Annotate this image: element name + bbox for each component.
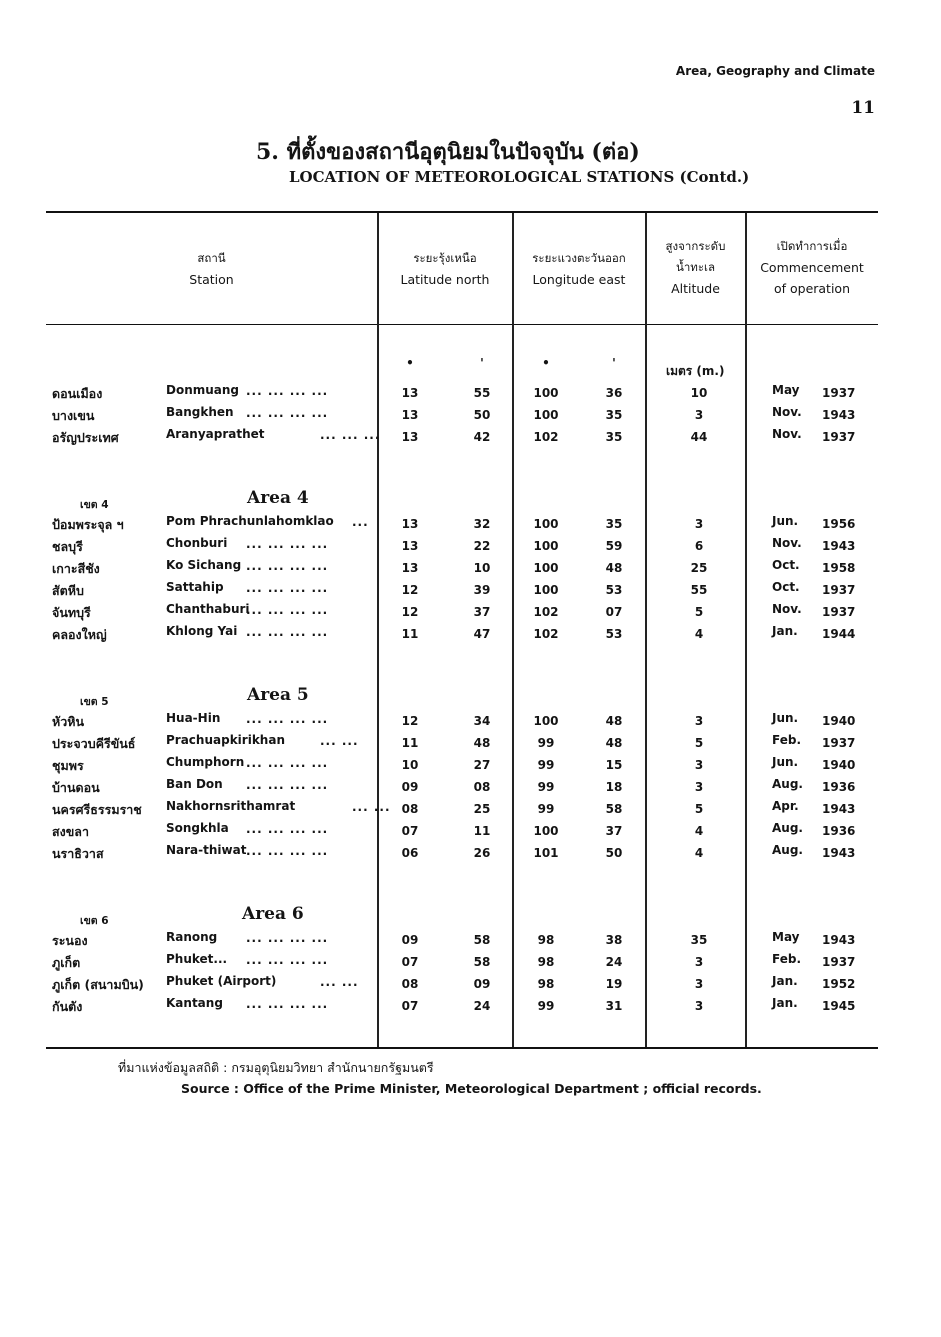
area-label-english: Area 5 [247, 685, 309, 705]
table-title-english: LOCATION OF METEOROLOGICAL STATIONS (Contd.) [289, 168, 750, 186]
commencement-header-english-2: of operation [773, 281, 851, 296]
altitude-header-thai-2: น้ำทะเล [675, 260, 716, 274]
latitude-minutes: 09 [473, 977, 491, 991]
commencement-year: 1937 [822, 386, 856, 400]
area-label-english: Area 4 [247, 488, 309, 508]
commencement-month: Aug. [772, 777, 803, 791]
latitude-minutes: 32 [473, 517, 491, 531]
latitude-minutes: 39 [473, 583, 491, 597]
latitude-minutes: 58 [473, 955, 491, 969]
commencement-year: 1937 [822, 955, 856, 969]
latitude-degrees: 13 [401, 408, 419, 422]
latitude-minutes: 10 [473, 561, 491, 575]
area-label-thai: เขต 4 [80, 499, 109, 511]
commencement-year: 1937 [822, 605, 856, 619]
altitude-value: 3 [694, 977, 704, 991]
station-name-thai: ภูเก็ต (สนามบิน) [52, 977, 144, 992]
commencement-header-english-1: Commencement [760, 260, 864, 275]
column-divider-altitude [745, 213, 747, 1047]
commencement-year: 1940 [822, 758, 856, 772]
longitude-minutes: 07 [605, 605, 623, 619]
longitude-minutes: 50 [605, 846, 623, 860]
longitude-degrees: 98 [537, 977, 555, 991]
leader-dots: ... ... ... ... [246, 603, 329, 617]
latitude-minutes: 08 [473, 780, 491, 794]
commencement-month: Nov. [772, 536, 802, 550]
leader-dots: ... ... [320, 975, 359, 989]
station-name: Ranong [166, 930, 218, 944]
station-header-thai: สถานี [197, 251, 226, 265]
latitude-degrees: 09 [401, 933, 419, 947]
longitude-minutes: 58 [605, 802, 623, 816]
commencement-year: 1945 [822, 999, 856, 1013]
commencement-month: Feb. [772, 952, 801, 966]
altitude-unit: เมตร (m.) [666, 364, 725, 378]
longitude-minutes: 59 [605, 539, 623, 553]
longitude-minutes: 35 [605, 517, 623, 531]
altitude-value: 4 [694, 627, 704, 641]
station-name: Chumphorn [166, 755, 245, 769]
commencement-year: 1944 [822, 627, 856, 641]
longitude-minutes: 53 [605, 627, 623, 641]
altitude-value: 5 [694, 736, 704, 750]
latitude-degree-marker: • [406, 356, 414, 370]
commencement-month: Aug. [772, 843, 803, 857]
latitude-minutes: 25 [473, 802, 491, 816]
commencement-month: Apr. [772, 799, 799, 813]
longitude-minutes: 37 [605, 824, 623, 838]
longitude-degrees: 102 [533, 627, 559, 641]
altitude-value: 10 [690, 386, 708, 400]
altitude-value: 5 [694, 605, 704, 619]
station-name-thai: จันทบุรี [52, 605, 91, 620]
source-note-thai: ที่มาแห่งข้อมูลสถิติ : กรมอุตุนิยมวิทยา สำนักนายกรัฐมนตรี [118, 1060, 434, 1075]
table-top-rule [46, 211, 878, 213]
latitude-degrees: 13 [401, 430, 419, 444]
longitude-minutes: 53 [605, 583, 623, 597]
leader-dots: ... ... ... ... [246, 997, 329, 1011]
table-title-thai: 5. ที่ตั้งของสถานีอุตุนิยมในปัจจุบัน (ต่อ) [256, 139, 640, 165]
latitude-minutes: 50 [473, 408, 491, 422]
longitude-degrees: 100 [533, 539, 559, 553]
commencement-month: Oct. [772, 580, 800, 594]
commencement-year: 1943 [822, 539, 856, 553]
column-header-latitude [378, 248, 512, 290]
latitude-minutes: 22 [473, 539, 491, 553]
latitude-minute-marker: ' [480, 356, 484, 370]
commencement-month: Jan. [772, 624, 798, 638]
commencement-header-thai: เปิดทำการเมื่อ [776, 239, 848, 253]
latitude-degrees: 06 [401, 846, 419, 860]
latitude-degrees: 08 [401, 802, 419, 816]
station-name-thai: บางเขน [52, 408, 95, 423]
table-bottom-rule [46, 1047, 878, 1049]
latitude-degrees: 07 [401, 824, 419, 838]
station-name: Kantang [166, 996, 223, 1010]
leader-dots: ... ... ... ... [246, 844, 329, 858]
commencement-month: Jun. [772, 755, 799, 769]
commencement-year: 1943 [822, 933, 856, 947]
column-divider-station [377, 213, 379, 1047]
station-name: Khlong Yai [166, 624, 238, 638]
leader-dots: ... [352, 515, 369, 529]
area-label-thai: เขต 5 [80, 696, 109, 708]
longitude-degrees: 99 [537, 802, 555, 816]
commencement-year: 1956 [822, 517, 856, 531]
altitude-value: 4 [694, 824, 704, 838]
commencement-month: Nov. [772, 602, 802, 616]
longitude-degrees: 100 [533, 386, 559, 400]
longitude-minutes: 48 [605, 561, 623, 575]
altitude-value: 4 [694, 846, 704, 860]
longitude-degrees: 99 [537, 780, 555, 794]
altitude-header-thai-1: สูงจากระดับ [665, 239, 726, 253]
station-name: Nara-thiwat [166, 843, 247, 857]
latitude-header-thai: ระยะรุ้งเหนือ [413, 251, 477, 265]
leader-dots: ... ... ... ... [246, 778, 329, 792]
longitude-header-english: Longitude east [532, 272, 626, 287]
station-name: Aranyaprathet [166, 427, 265, 441]
station-name-thai: คลองใหญ่ [52, 627, 107, 642]
commencement-month: Nov. [772, 405, 802, 419]
latitude-minutes: 47 [473, 627, 491, 641]
leader-dots: ... ... [320, 734, 359, 748]
source-note-english: Source : Office of the Prime Minister, Meteorological Department ; official records. [181, 1081, 762, 1096]
commencement-year: 1943 [822, 802, 856, 816]
latitude-degrees: 12 [401, 714, 419, 728]
commencement-month: May [772, 930, 800, 944]
station-name: Chanthaburi [166, 602, 250, 616]
station-header-english: Station [189, 272, 234, 287]
leader-dots: ... ... ... ... [246, 625, 329, 639]
longitude-degrees: 100 [533, 517, 559, 531]
latitude-degrees: 09 [401, 780, 419, 794]
latitude-minutes: 37 [473, 605, 491, 619]
station-name-thai: ระนอง [52, 933, 88, 948]
longitude-minutes: 38 [605, 933, 623, 947]
longitude-minutes: 48 [605, 714, 623, 728]
latitude-minutes: 11 [473, 824, 491, 838]
station-name-thai: นราธิวาส [52, 846, 104, 861]
station-name-thai: ชลบุรี [52, 539, 83, 554]
latitude-degrees: 13 [401, 561, 419, 575]
page-number: 11 [851, 98, 875, 118]
area-label-english: Area 6 [242, 904, 304, 924]
station-name: Hua-Hin [166, 711, 221, 725]
column-header-commencement [746, 236, 878, 299]
commencement-month: Oct. [772, 558, 800, 572]
longitude-minutes: 35 [605, 430, 623, 444]
longitude-degrees: 101 [533, 846, 559, 860]
longitude-degrees: 102 [533, 430, 559, 444]
station-name: Sattahip [166, 580, 224, 594]
latitude-minutes: 58 [473, 933, 491, 947]
commencement-month: Nov. [772, 427, 802, 441]
altitude-value: 35 [690, 933, 708, 947]
altitude-value: 5 [694, 802, 704, 816]
latitude-degrees: 07 [401, 999, 419, 1013]
longitude-minute-marker: ' [612, 356, 616, 370]
column-divider-latitude [512, 213, 514, 1047]
latitude-minutes: 27 [473, 758, 491, 772]
commencement-month: Feb. [772, 733, 801, 747]
station-name-thai: ป้อมพระจุล ฯ [52, 517, 124, 532]
longitude-degrees: 102 [533, 605, 559, 619]
latitude-minutes: 55 [473, 386, 491, 400]
column-header-longitude [513, 248, 645, 290]
commencement-year: 1936 [822, 780, 856, 794]
altitude-value: 3 [694, 955, 704, 969]
altitude-value: 3 [694, 517, 704, 531]
latitude-degrees: 13 [401, 539, 419, 553]
station-name-thai: นครศรีธรรมราช [52, 802, 142, 817]
commencement-month: Jun. [772, 711, 799, 725]
column-header-altitude [646, 236, 745, 299]
altitude-value: 3 [694, 408, 704, 422]
commencement-month: Jun. [772, 514, 799, 528]
commencement-month: May [772, 383, 800, 397]
altitude-value: 6 [694, 539, 704, 553]
station-name: Bangkhen [166, 405, 234, 419]
station-name-thai: ชุมพร [52, 758, 84, 773]
latitude-minutes: 26 [473, 846, 491, 860]
leader-dots: ... ... ... ... [246, 822, 329, 836]
latitude-minutes: 42 [473, 430, 491, 444]
leader-dots: ... ... ... ... [246, 712, 329, 726]
longitude-header-thai: ระยะแวงตะวันออก [532, 251, 626, 265]
longitude-minutes: 15 [605, 758, 623, 772]
header-bottom-rule [46, 324, 878, 325]
station-name: Phuket (Airport) [166, 974, 277, 988]
altitude-header-english: Altitude [671, 281, 720, 296]
section-header: Area, Geography and Climate [675, 64, 875, 78]
station-name: Prachuapkirikhan [166, 733, 285, 747]
column-header-station [46, 248, 377, 290]
longitude-degrees: 99 [537, 736, 555, 750]
station-name-thai: หัวหิน [52, 714, 85, 729]
longitude-degrees: 100 [533, 714, 559, 728]
altitude-value: 3 [694, 780, 704, 794]
commencement-year: 1940 [822, 714, 856, 728]
longitude-minutes: 36 [605, 386, 623, 400]
latitude-degrees: 11 [401, 736, 419, 750]
longitude-minutes: 48 [605, 736, 623, 750]
commencement-year: 1936 [822, 824, 856, 838]
longitude-degrees: 98 [537, 955, 555, 969]
latitude-degrees: 12 [401, 583, 419, 597]
latitude-minutes: 48 [473, 736, 491, 750]
leader-dots: ... ... ... ... [246, 581, 329, 595]
station-name-thai: ประจวบคีรีขันธ์ [52, 736, 136, 751]
commencement-month: Jan. [772, 974, 798, 988]
commencement-year: 1943 [822, 846, 856, 860]
commencement-year: 1952 [822, 977, 856, 991]
commencement-year: 1943 [822, 408, 856, 422]
station-name: Donmuang [166, 383, 240, 397]
latitude-degrees: 13 [401, 386, 419, 400]
station-name: Phuket... [166, 952, 228, 966]
longitude-minutes: 35 [605, 408, 623, 422]
station-name-thai: สัตหีบ [52, 583, 84, 598]
longitude-minutes: 31 [605, 999, 623, 1013]
station-name: Chonburi [166, 536, 228, 550]
station-name-thai: บ้านดอน [52, 780, 100, 795]
longitude-minutes: 19 [605, 977, 623, 991]
station-name: Ko Sichang [166, 558, 242, 572]
station-name: Ban Don [166, 777, 223, 791]
leader-dots: ... ... ... ... [246, 756, 329, 770]
latitude-degrees: 13 [401, 517, 419, 531]
station-name: Songkhla [166, 821, 229, 835]
latitude-minutes: 34 [473, 714, 491, 728]
station-name-thai: ภูเก็ต [52, 955, 81, 970]
latitude-degrees: 08 [401, 977, 419, 991]
station-name: Nakhornsrithamrat [166, 799, 296, 813]
longitude-degrees: 100 [533, 824, 559, 838]
altitude-value: 3 [694, 758, 704, 772]
area-label-thai: เขต 6 [80, 915, 109, 927]
station-name-thai: ดอนเมือง [52, 386, 103, 401]
station-name-thai: สงขลา [52, 824, 89, 839]
leader-dots: ... ... ... ... [246, 537, 329, 551]
leader-dots: ... ... ... [320, 428, 381, 442]
leader-dots: ... ... ... ... [246, 953, 329, 967]
longitude-minutes: 24 [605, 955, 623, 969]
longitude-degree-marker: • [542, 356, 550, 370]
commencement-year: 1937 [822, 583, 856, 597]
latitude-minutes: 24 [473, 999, 491, 1013]
longitude-minutes: 18 [605, 780, 623, 794]
latitude-degrees: 10 [401, 758, 419, 772]
commencement-year: 1958 [822, 561, 856, 575]
longitude-degrees: 100 [533, 583, 559, 597]
altitude-value: 3 [694, 999, 704, 1013]
latitude-degrees: 11 [401, 627, 419, 641]
commencement-month: Jan. [772, 996, 798, 1010]
altitude-value: 25 [690, 561, 708, 575]
longitude-degrees: 100 [533, 561, 559, 575]
latitude-degrees: 07 [401, 955, 419, 969]
altitude-value: 3 [694, 714, 704, 728]
latitude-degrees: 12 [401, 605, 419, 619]
leader-dots: ... ... ... ... [246, 406, 329, 420]
latitude-header-english: Latitude north [400, 272, 490, 287]
leader-dots: ... ... ... ... [246, 931, 329, 945]
station-name-thai: กันตัง [52, 999, 83, 1014]
station-name-thai: อรัญประเทศ [52, 430, 119, 445]
altitude-value: 55 [690, 583, 708, 597]
station-name: Pom Phrachunlahomklao [166, 514, 334, 528]
commencement-year: 1937 [822, 430, 856, 444]
longitude-degrees: 99 [537, 999, 555, 1013]
altitude-value: 44 [690, 430, 708, 444]
commencement-month: Aug. [772, 821, 803, 835]
longitude-degrees: 98 [537, 933, 555, 947]
station-name-thai: เกาะสีชัง [52, 561, 100, 576]
longitude-degrees: 99 [537, 758, 555, 772]
longitude-degrees: 100 [533, 408, 559, 422]
leader-dots: ... ... ... ... [246, 384, 329, 398]
leader-dots: ... ... ... ... [246, 559, 329, 573]
leader-dots: ... ... [352, 800, 391, 814]
commencement-year: 1937 [822, 736, 856, 750]
column-divider-longitude [645, 213, 647, 1047]
